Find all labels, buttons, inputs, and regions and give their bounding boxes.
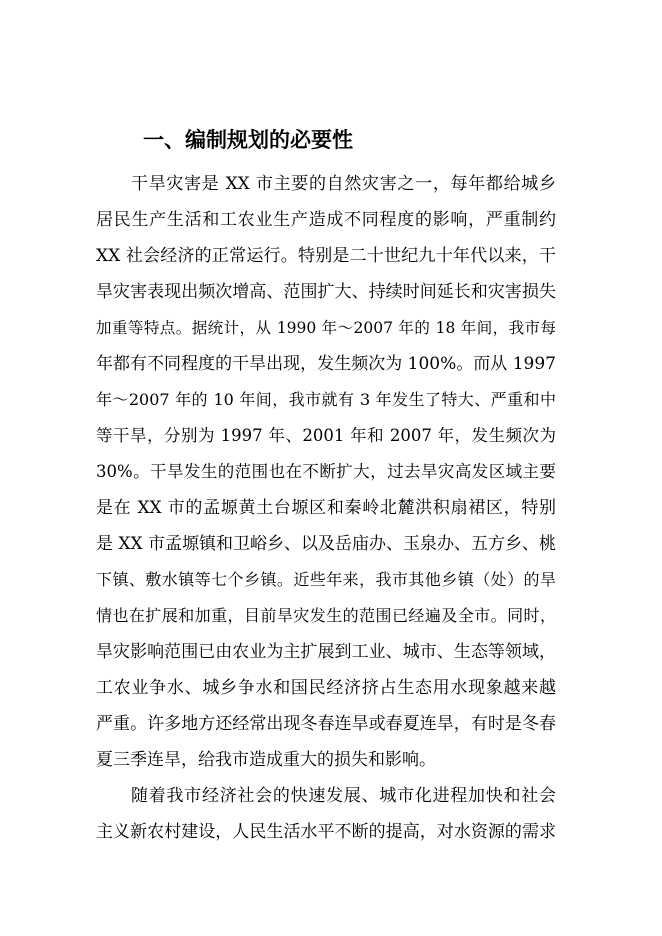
paragraph-line: 旱灾害表现出频次增高、范围扩大、持续时间延长和灾害损失 xyxy=(96,282,556,302)
paragraph-line: 下镇、敷水镇等七个乡镇。近些年来，我市其他乡镇（处）的旱 xyxy=(96,570,556,589)
paragraph-line: 30%。干旱发生的范围也在不断扩大，过去旱灾高发区域主要 xyxy=(96,462,556,481)
paragraph-line: XX 社会经济的正常运行。特别是二十世纪九十年代以来，干 xyxy=(96,246,556,266)
paragraph-line: 年～2007 年的 10 年间，我市就有 3 年发生了特大、严重和中 xyxy=(96,390,556,409)
paragraph-line: 随着我市经济社会的快速发展、城市化进程加快和社会 xyxy=(131,786,556,806)
paragraph-line: 工农业争水、城乡争水和国民经济挤占生态用水现象越来越 xyxy=(96,678,556,698)
paragraph-line: 是 XX 市孟塬镇和卫峪乡、以及岳庙办、玉泉办、五方乡、桃 xyxy=(96,534,557,554)
paragraph-line: 情也在扩展和加重，目前旱灾发生的范围已经遍及全市。同时， xyxy=(96,606,556,625)
paragraph-line: 年都有不同程度的干旱出现，发生频次为 100%。而从 1997 xyxy=(96,354,556,374)
section-heading: 一、编制规划的必要性 xyxy=(143,128,353,152)
paragraph-line: 旱灾影响范围已由农业为主扩展到工业、城市、生态等领域， xyxy=(96,642,556,662)
paragraph-line: 严重。许多地方还经常出现冬春连旱或春夏连旱，有时是冬春 xyxy=(96,714,556,734)
paragraph-line: 等干旱，分别为 1997 年、2001 年和 2007 年，发生频次为 xyxy=(96,426,556,445)
paragraph-line: 是在 XX 市的孟塬黄土台塬区和秦岭北麓洪积扇裙区，特别 xyxy=(96,498,556,518)
paragraph-line: 干旱灾害是 XX 市主要的自然灾害之一，每年都给城乡 xyxy=(131,174,556,194)
paragraph-line: 夏三季连旱，给我市造成重大的损失和影响。 xyxy=(96,750,436,770)
paragraph-line: 主义新农村建设，人民生活水平不断的提高，对水资源的需求 xyxy=(96,822,556,842)
paragraph-line: 居民生产生活和工农业生产造成不同程度的影响，严重制约 xyxy=(96,210,556,230)
paragraph-line: 加重等特点。据统计，从 1990 年～2007 年的 18 年间，我市每 xyxy=(96,319,556,337)
